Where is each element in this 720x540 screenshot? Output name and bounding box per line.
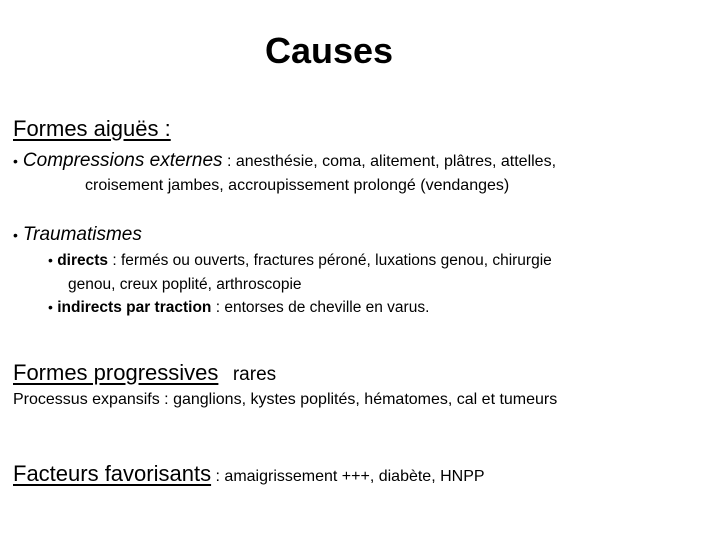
item-text-continuation: croisement jambes, accroupissement prolongé (vendanges) bbox=[85, 177, 510, 194]
section-heading-formes-aigues: Formes aiguës : bbox=[13, 116, 171, 141]
subitem-text: : fermés ou ouverts, fractures péroné, luxations genou, chirurgie bbox=[108, 252, 552, 269]
subitem-directs bbox=[48, 252, 552, 270]
item-label: Traumatismes bbox=[22, 224, 142, 245]
item-label: Compressions externes bbox=[22, 150, 223, 171]
subitem-text-continuation: genou, creux poplité, arthroscopie bbox=[68, 276, 302, 293]
section-formes-progressives bbox=[13, 360, 276, 386]
section-heading-facteurs: Facteurs favorisants bbox=[13, 461, 212, 486]
subitem-label: indirects par traction bbox=[57, 299, 212, 316]
bullet: • bbox=[13, 227, 18, 243]
item-traumatismes bbox=[13, 224, 142, 246]
section-heading-formes-progressives: Formes progressives bbox=[13, 360, 219, 385]
bullet: • bbox=[48, 299, 53, 315]
subitem-text: : entorses de cheville en varus. bbox=[211, 299, 430, 316]
bullet: • bbox=[48, 252, 53, 268]
subitem-indirects bbox=[48, 299, 429, 317]
section-facteurs-favorisants bbox=[13, 461, 485, 487]
item-compressions-externes bbox=[13, 150, 556, 172]
page-title: Causes bbox=[265, 30, 394, 71]
subitem-label: directs bbox=[57, 252, 109, 269]
section-heading-suffix: rares bbox=[232, 364, 277, 385]
bullet: • bbox=[13, 153, 18, 169]
item-text: : anesthésie, coma, alitement, plâtres, attelles, bbox=[222, 153, 557, 170]
section-text-facteurs: : amaigrissement +++, diabète, HNPP bbox=[211, 468, 485, 485]
section-text-processus: Processus expansifs : ganglions, kystes poplités, hématomes, cal et tumeurs bbox=[13, 391, 558, 408]
